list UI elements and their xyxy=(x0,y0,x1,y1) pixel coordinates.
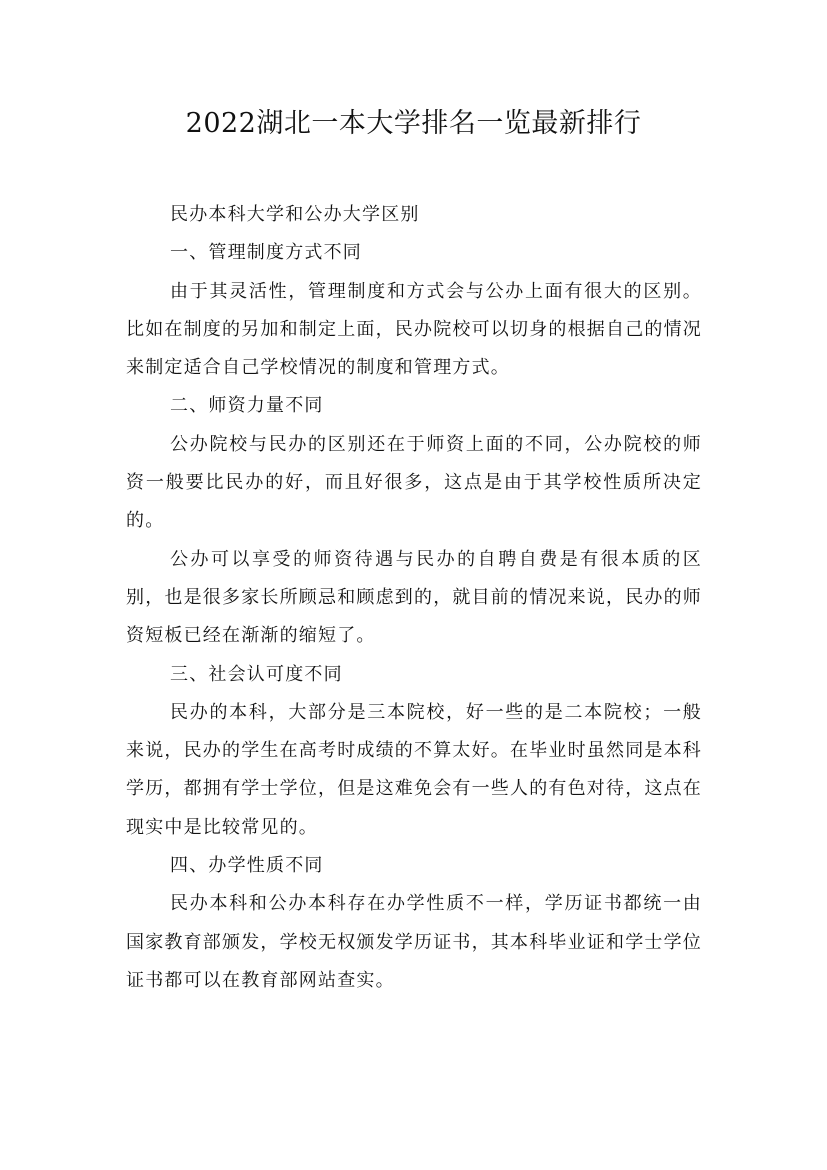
section-4-paragraph: 民办本科和公办本科存在办学性质不一样，学历证书都统一由国家教育部颁发，学校无权颁发学历证书，其本科毕业证和学士学位证书都可以在教育部网站查实。 xyxy=(126,893,702,991)
section-3-paragraph: 民办的本科，大部分是三本院校，好一些的是二本院校；一般来说，民办的学生在高考时成绩的不算太好。在毕业时虽然同是本科学历，都拥有学士学位，但是这难免会有一些人的有色对待，这点在现实中是比较常见的。 xyxy=(126,701,702,838)
section-2-paragraph-1: 公办院校与民办的区别还在于师资上面的不同，公办院校的师资一般要比民办的好，而且好很多，这点是由于其学校性质所决定的。 xyxy=(126,433,702,532)
section-1-paragraph: 由于其灵活性，管理制度和方式会与公办上面有很大的区别。比如在制度的另加和制定上面，民办院校可以切身的根据自己的情况来制定适合自己学校情况的制度和管理方式。 xyxy=(126,280,702,379)
document-body xyxy=(126,196,702,1000)
section-2-heading: 二、师资力量不同 xyxy=(170,395,324,417)
section-intro-heading: 民办本科大学和公办大学区别 xyxy=(170,204,420,225)
section-4-heading: 四、办学性质不同 xyxy=(170,855,324,877)
document-title: 2022湖北一本大学排名一览最新排行 xyxy=(185,108,642,139)
section-1-heading: 一、管理制度方式不同 xyxy=(170,242,362,264)
section-3-heading: 三、社会认可度不同 xyxy=(170,663,343,685)
section-2-paragraph-2: 公办可以享受的师资待遇与民办的自聘自费是有很本质的区别，也是很多家长所顾忌和顾虑到的，就目前的情况来说，民办的师资短板已经在渐渐的缩短了。 xyxy=(126,548,702,647)
